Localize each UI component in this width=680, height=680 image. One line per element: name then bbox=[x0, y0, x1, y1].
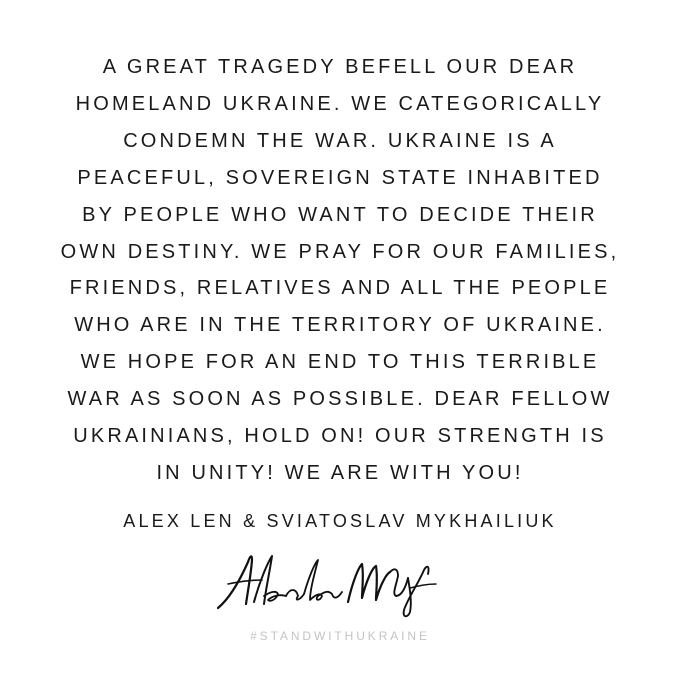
statement-line: A GREAT TRAGEDY BEFELL OUR DEAR bbox=[102, 56, 578, 78]
statement-text bbox=[0, 49, 680, 492]
hashtag: #STANDWITHUKRAINE bbox=[250, 629, 430, 643]
statement-line: FRIENDS, RELATIVES AND ALL THE PEOPLE bbox=[69, 277, 611, 300]
statement-line: BY PEOPLE WHO WANT TO DECIDE THEIR bbox=[82, 203, 598, 226]
statement-line: PEACEFUL, SOVEREIGN STATE INHABITED bbox=[77, 166, 603, 189]
statement-line: WE HOPE FOR AN END TO THIS TERRIBLE bbox=[80, 351, 600, 374]
statement-line: CONDEMN THE WAR. UKRAINE IS A bbox=[123, 129, 557, 152]
statement-line: HOMELAND UKRAINE. WE CATEGORICALLY bbox=[75, 92, 605, 115]
statement-line: UKRAINIANS, HOLD ON! OUR STRENGTH IS bbox=[73, 425, 607, 448]
statement-line: IN UNITY! WE ARE WITH YOU! bbox=[156, 461, 524, 484]
authors-line: ALEX LEN & SVIATOSLAV MYKHAILIUK bbox=[123, 511, 557, 531]
statement-line: WAR AS SOON AS POSSIBLE. DEAR FELLOW bbox=[67, 388, 613, 411]
statement-line: WHO ARE IN THE TERRITORY OF UKRAINE. bbox=[74, 314, 606, 337]
handwritten-signature-icon bbox=[210, 540, 450, 622]
statement-line: OWN DESTINY. WE PRAY FOR OUR FAMILIES, bbox=[60, 240, 620, 263]
